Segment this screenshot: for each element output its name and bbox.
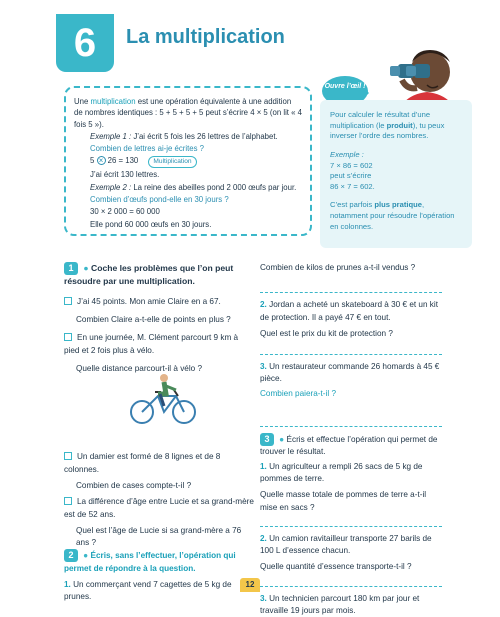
separator-5	[260, 586, 442, 587]
exercise3-title: Écris et effectue l’opération qui permet de trouver le résultat.	[260, 435, 438, 457]
exercise1-item4-question: Quel est l’âge de Lucie si sa grand-mère a 76 ans ?	[76, 525, 242, 548]
example2-text: La reine des abeilles pond 2 000 œufs par jour.	[131, 182, 297, 192]
tip-example-label: Exemple :	[330, 149, 364, 159]
exercise1-checkbox-1[interactable]	[64, 297, 72, 305]
exercise1-number: 1	[64, 262, 78, 275]
example2	[74, 182, 302, 193]
circled-times-sign: ×	[97, 156, 106, 165]
rule-term: multiplication	[90, 97, 136, 106]
example1-label: Exemple 1 :	[90, 131, 132, 141]
exercise1-item3	[64, 451, 254, 476]
tip-p1-b: produit	[386, 120, 413, 130]
page-number: 12	[240, 578, 260, 592]
exercise1-checkbox-2[interactable]	[64, 333, 72, 341]
exercise2-q2-text: Jordan a acheté un skateboard à 30 € et un kit de protection. Il a payé 47 € en tout.	[260, 300, 438, 322]
exercise2-title: Écris, sans l’effectuer, l’opération qui permet de répondre à la question.	[64, 551, 236, 573]
exercise2-heading	[64, 549, 254, 575]
rule-intro	[74, 96, 302, 130]
exercise1-item2-text: En une journée, M. Clément parcourt 9 km à pied et 2 fois plus à vélo.	[64, 333, 239, 355]
calc-rest: 26 = 130	[105, 156, 139, 166]
exercise1-checkbox-3[interactable]	[64, 452, 72, 460]
exercise3-q2	[260, 533, 442, 558]
right-column	[260, 262, 442, 617]
exercise1-item1-text: J’ai 45 points. Mon amie Claire en a 67.	[77, 296, 221, 306]
tip-p2-c: , notamment pour résoudre l’opération en colonnes.	[330, 200, 455, 231]
rule-box	[64, 86, 312, 236]
exercise3-q2-question: Quelle quantité d’essence transporte-t-il ?	[260, 562, 412, 572]
exercise2-number: 2	[64, 549, 78, 562]
tip-p2-b: plus pratique	[374, 200, 423, 210]
example1-calc	[74, 155, 302, 168]
exercise3-q2-num: 2.	[260, 533, 267, 543]
exercise2-q2-num: 2.	[260, 300, 267, 310]
exercise1-title: Coche les problèmes que l’on peut résoudre par une multiplication.	[64, 263, 234, 286]
exercise3-q3	[260, 593, 442, 617]
exercise1-item1-question: Combien Claire a-t-elle de points en plus ?	[76, 315, 231, 325]
exercise3-number: 3	[260, 433, 274, 446]
bicycle-rider-illustration	[128, 374, 198, 424]
exercise3-heading	[260, 433, 442, 459]
exercise1-checkbox-4[interactable]	[64, 497, 72, 505]
exercise2-q2	[260, 299, 442, 324]
multiplication-pill: Multiplication	[148, 156, 196, 168]
exercise3-q1	[260, 461, 442, 486]
tip-p1-c: ), tu peux inverser l’ordre des nombres.	[330, 120, 445, 141]
example1	[74, 131, 302, 142]
tip-paragraph-2	[330, 200, 462, 232]
exercise3-bullet: ●	[279, 435, 285, 445]
exercise1-item3-text: Un damier est formé de 8 lignes et de 8 colonnes.	[64, 452, 221, 474]
tip-panel	[320, 40, 480, 240]
tip-p1-a: Pour calculer le résultat d’une multiplication (le	[330, 110, 431, 130]
rule-intro-prefix: Une	[74, 97, 91, 106]
separator-2	[260, 354, 442, 355]
exercise1-item3-question: Combien de cases compte-t-il ?	[76, 480, 192, 490]
exercise1-item2	[64, 332, 254, 357]
exercise2-q3-num: 3.	[260, 362, 267, 372]
exercise2-q3	[260, 361, 442, 386]
exercise2-q1	[64, 579, 254, 604]
example1-text: J’ai écrit 5 fois les 26 lettres de l’alphabet.	[131, 131, 278, 141]
exercise2-q1-num: 1.	[64, 580, 71, 590]
exercise3-q1-text: Un agriculteur a rempli 26 sacs de 5 kg de pommes de terre.	[260, 461, 423, 483]
tip-p2-a: C’est parfois	[330, 200, 375, 210]
exercise3-q1-num: 1.	[260, 461, 267, 471]
chapter-number-badge: 6	[56, 14, 114, 72]
exercise2-bullet: ●	[83, 551, 89, 561]
separator-4	[260, 526, 442, 527]
exercise1-item4	[64, 496, 254, 521]
example2-calc: 30 × 2 000 = 60 000	[90, 207, 160, 217]
example2-question: Combien d’œufs pond-elle en 30 jours ?	[90, 195, 229, 205]
example2-label: Exemple 2 :	[90, 182, 132, 192]
left-column	[64, 262, 254, 604]
exercise1-heading	[64, 262, 254, 288]
calc-operand-a: 5	[90, 156, 95, 166]
chapter-title: La multiplication	[126, 26, 285, 48]
exercise1-item4-text: La différence d’âge entre Lucie et sa grand-mère est de 52 ans.	[64, 497, 254, 519]
exercise3-q3-num: 3.	[260, 593, 267, 603]
tip-example-line3: 86 × 7 = 602.	[330, 181, 375, 191]
exercise2-q3-question: Combien paiera-t-il ?	[260, 388, 336, 398]
example2-answer: Elle pond 60 000 œufs en 30 jours.	[90, 219, 212, 229]
example1-answer: J’ai écrit 130 lettres.	[90, 170, 160, 180]
tip-example-line2: peut s’écrire	[330, 171, 372, 181]
separator-3	[260, 426, 442, 427]
tip-paragraph-1	[330, 110, 462, 142]
rule-intro-rest: est une opération équivalente à une addition de nombres identiques : 5 + 5 + 5 + 5 peut s’écrire 4 × 5 (on lit « 4 fois 5 »).	[74, 97, 302, 129]
tip-example-line1: 7 × 86 = 602	[330, 160, 373, 170]
exercise2-q3-text: Un restaurateur commande 26 homards à 45 € pièce.	[260, 362, 440, 384]
tip-box	[320, 100, 472, 248]
exercise1-bullet: ●	[83, 263, 89, 273]
separator-1	[260, 292, 442, 293]
exercise1-item1	[64, 296, 254, 308]
example1-question: Combien de lettres ai-je écrites ?	[90, 144, 204, 154]
exercise3-q3-text: Un technicien parcourt 180 km par jour et travaille 19 jours par mois.	[260, 593, 420, 616]
exercise2-q2-question: Quel est le prix du kit de protection ?	[260, 328, 393, 338]
speech-bubble: Ouvre l’œil !	[322, 76, 368, 106]
exercise2-q1-text: Un commerçant vend 7 cagettes de 5 kg de prunes.	[64, 580, 232, 602]
exercise2-q1-question: Combien de kilos de prunes a-t-il vendus ?	[260, 263, 416, 272]
exercise3-q2-text: Un camion ravitailleur transporte 27 barils de 100 L d’essence chacun.	[260, 533, 432, 556]
exercise3-q1-question: Quelle masse totale de pommes de terre a-t-il mise en sacs ?	[260, 490, 427, 512]
exercise1-item2-question: Quelle distance parcourt-il à vélo ?	[76, 364, 203, 374]
